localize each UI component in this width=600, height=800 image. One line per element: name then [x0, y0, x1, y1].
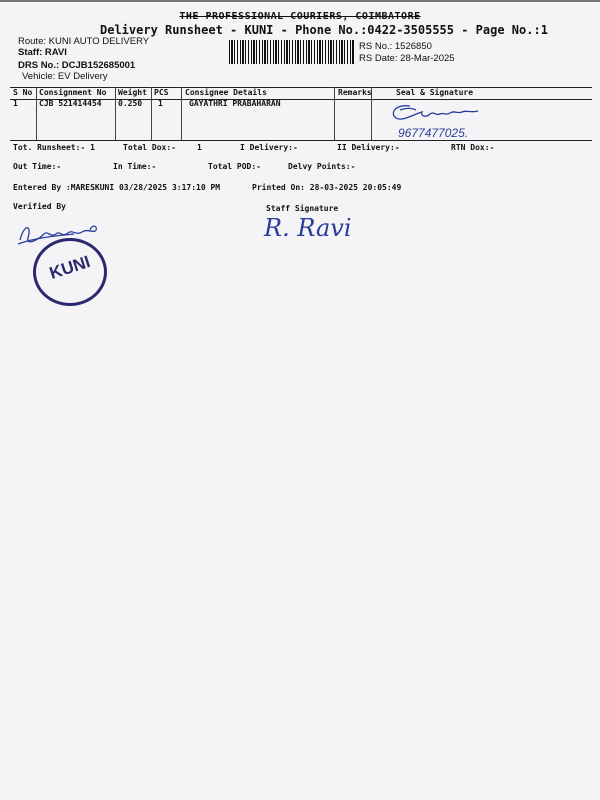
rs-date: RS Date: 28-Mar-2025 [359, 53, 455, 64]
drs-number: DRS No.: DCJB152685001 [18, 60, 136, 71]
col-header-pcs: PCS [154, 88, 169, 97]
tot-runsheet: Tot. Runsheet:- 1 [13, 143, 95, 152]
col-header-consignment: Consignment No [39, 88, 107, 97]
ii-delivery: II Delivery:- [337, 143, 400, 152]
col-header-seal: Seal & Signature [396, 88, 474, 97]
delvy-points: Delvy Points:- [288, 162, 356, 171]
cell-consignee: GAYATHRI PRABAHARAN [189, 99, 281, 108]
col-divider [151, 87, 152, 140]
page-title: Delivery Runsheet - KUNI - Phone No.:0422-3505555 - Page No.:1 [100, 23, 548, 37]
col-header-consignee: Consignee Details [185, 88, 267, 97]
col-header-remarks: Remarks [338, 88, 372, 97]
staff-signature-label: Staff Signature [266, 204, 339, 213]
vehicle-label: Vehicle: EV Delivery [22, 71, 108, 82]
stamp-text: KUNI [47, 252, 93, 283]
top-border [0, 0, 600, 2]
rs-number: RS No.: 1526850 [359, 41, 432, 52]
cell-consignment: CJB 521414454 [39, 99, 102, 108]
out-time: Out Time:- [13, 162, 62, 171]
total-pod: Total POD:- [208, 162, 261, 171]
col-header-weight: Weight [118, 88, 147, 97]
staff-signature: R. Ravi [264, 214, 352, 242]
rtn-dox: RTN Dox:- [451, 143, 495, 152]
staff-label: Staff: RAVI [18, 47, 67, 58]
entered-by: Entered By :MARESKUNI 03/28/2025 3:17:10 PM [13, 183, 221, 192]
col-divider [36, 87, 37, 140]
total-dox-label: Total Dox:- [123, 143, 176, 152]
printed-on: Printed On: 28-03-2025 20:05:49 [252, 183, 402, 192]
company-name: THE PROFESSIONAL COURIERS, COIMBATORE [179, 11, 421, 22]
cell-weight: 0.250 [118, 99, 143, 108]
col-divider [181, 87, 182, 140]
cell-pcs: 1 [158, 99, 163, 108]
i-delivery: I Delivery:- [240, 143, 298, 152]
in-time: In Time:- [113, 162, 157, 171]
route-label: Route: KUNI AUTO DELIVERY [18, 36, 150, 47]
total-dox-value: 1 [197, 143, 202, 152]
col-divider [115, 87, 116, 140]
cell-sno: 1 [13, 99, 18, 108]
handwritten-phone: 9677477025. [398, 126, 469, 140]
barcode [229, 40, 354, 64]
col-header-sno: S No [13, 88, 33, 97]
col-divider [334, 87, 335, 140]
verified-by-label: Verified By [13, 202, 66, 211]
